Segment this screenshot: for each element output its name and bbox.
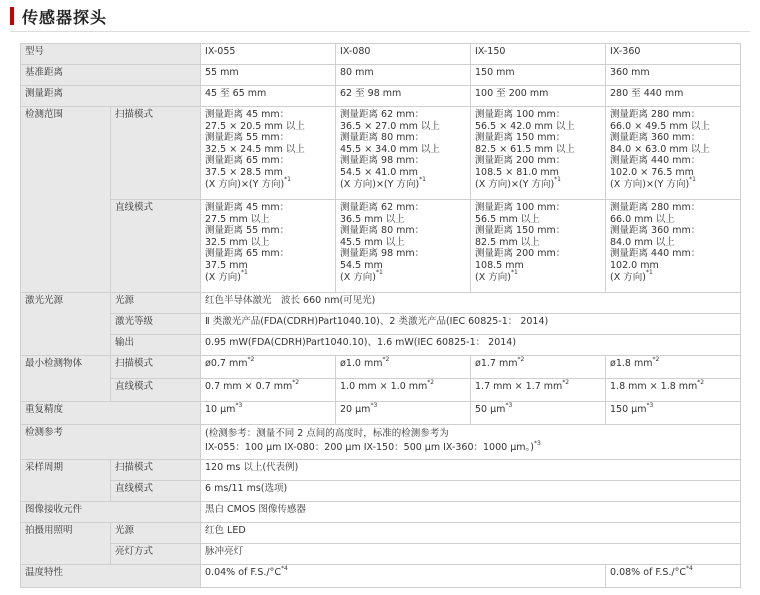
range-line-text: 66.0 mm 以上 bbox=[610, 213, 675, 225]
value-cell bbox=[336, 356, 471, 379]
range-line bbox=[205, 144, 331, 156]
range-line bbox=[475, 132, 601, 144]
range-line-text: (X 方向) bbox=[475, 271, 511, 283]
value-cell bbox=[471, 402, 606, 425]
value-cell bbox=[606, 379, 741, 402]
footnote-ref: *2 bbox=[697, 378, 705, 386]
sub-label-line-mode: 直线模式 bbox=[111, 379, 201, 402]
value-cell bbox=[336, 402, 471, 425]
footnote-ref: *4 bbox=[685, 564, 693, 572]
value-cell: 脉冲亮灯 bbox=[201, 544, 741, 565]
range-line bbox=[340, 155, 466, 167]
range-cell bbox=[606, 200, 741, 293]
row-label-illumination: 拍摄用照明 bbox=[21, 523, 111, 565]
range-line-text: 测量距离 80 mm： bbox=[340, 225, 425, 237]
range-line bbox=[610, 237, 736, 249]
range-line bbox=[205, 237, 331, 249]
value-text: 1.8 mm × 1.8 mm bbox=[610, 381, 698, 392]
range-line bbox=[610, 248, 736, 260]
table-row bbox=[21, 502, 741, 523]
value-cell: 红色半导体激光 波长 660 nm(可见光) bbox=[201, 293, 741, 314]
range-line-text: 54.5 mm bbox=[340, 259, 383, 271]
range-line-text: 测量距离 65 mm： bbox=[205, 155, 290, 167]
range-line-text: 27.5 × 20.5 mm 以上 bbox=[205, 120, 305, 132]
range-line bbox=[475, 109, 601, 121]
range-line-text: 37.5 mm bbox=[205, 259, 248, 271]
range-line-text: 56.5 mm 以上 bbox=[475, 213, 540, 225]
row-label-image-sensor: 图像接收元件 bbox=[21, 502, 201, 523]
range-line bbox=[475, 237, 601, 249]
table-row bbox=[21, 293, 741, 314]
range-line bbox=[610, 144, 736, 156]
model-cell: IX-150 bbox=[471, 44, 606, 65]
range-line bbox=[340, 237, 466, 249]
value-cell: 0.95 mW(FDA(CDRH)Part1040.10)、1.6 mW(IEC 60825-1： 2014) bbox=[201, 335, 741, 356]
range-line-text: (X 方向)×(Y 方向) bbox=[205, 178, 285, 190]
range-line bbox=[610, 155, 736, 167]
range-line-text: 测量距离 62 mm： bbox=[340, 109, 425, 120]
range-line-text: 测量距离 45 mm： bbox=[205, 109, 290, 120]
sub-label-scan-mode: 扫描模式 bbox=[111, 460, 201, 481]
range-line bbox=[475, 167, 601, 179]
sub-label-lighting-method: 亮灯方式 bbox=[111, 544, 201, 565]
range-line-text: (X 方向) bbox=[205, 271, 241, 283]
footnote-ref: *1 bbox=[645, 269, 653, 277]
range-line bbox=[610, 132, 736, 144]
range-line bbox=[610, 167, 736, 179]
range-line-text: 45.5 × 34.0 mm 以上 bbox=[340, 143, 440, 155]
footnote-ref: *2 bbox=[652, 355, 660, 363]
row-label-measuring-distance: 测量距离 bbox=[21, 86, 201, 107]
value-cell: 45 至 65 mm bbox=[201, 86, 336, 107]
sub-label-scan-mode: 扫描模式 bbox=[111, 356, 201, 379]
range-line-text: 84.0 × 63.0 mm 以上 bbox=[610, 143, 710, 155]
range-line-text: (X 方向) bbox=[340, 271, 376, 283]
table-row bbox=[21, 565, 741, 588]
red-accent-bar bbox=[10, 7, 14, 25]
sub-label-scan-mode: 扫描模式 bbox=[111, 107, 201, 200]
range-line bbox=[340, 260, 466, 272]
table-row bbox=[21, 314, 741, 335]
range-line bbox=[340, 144, 466, 156]
range-line-text: 102.0 mm bbox=[610, 259, 659, 271]
value-text: 0.7 mm × 0.7 mm bbox=[205, 381, 293, 392]
range-line-text: 测量距离 360 mm： bbox=[610, 132, 701, 144]
range-line-text: 37.5 × 28.5 mm bbox=[205, 166, 283, 178]
value-cell bbox=[201, 379, 336, 402]
range-line-text: 36.5 mm 以上 bbox=[340, 213, 405, 225]
range-cell bbox=[201, 200, 336, 293]
footnote-ref: *3 bbox=[646, 401, 654, 409]
footnote-ref: *1 bbox=[689, 176, 696, 184]
footnote-ref: *1 bbox=[240, 269, 248, 277]
sub-label-light-source: 光源 bbox=[111, 523, 201, 544]
range-line-text: 32.5 mm 以上 bbox=[205, 236, 270, 248]
value-text: (检测参考：测量不同 2 点间的高度时，标准的检测参考为 bbox=[205, 428, 449, 439]
row-label-model: 型号 bbox=[21, 44, 201, 65]
value-cell bbox=[606, 565, 741, 588]
range-line bbox=[340, 248, 466, 260]
model-cell: IX-080 bbox=[336, 44, 471, 65]
table-row bbox=[21, 481, 741, 502]
footnote-ref: *3 bbox=[370, 401, 378, 409]
sub-label-line-mode: 直线模式 bbox=[111, 200, 201, 293]
range-line-text: 56.5 × 42.0 mm 以上 bbox=[475, 120, 575, 132]
value-cell bbox=[606, 402, 741, 425]
footnote-ref: *1 bbox=[284, 176, 291, 184]
range-line-text: 66.0 × 49.5 mm 以上 bbox=[610, 120, 710, 132]
value-text: 1.0 mm × 1.0 mm bbox=[340, 381, 428, 392]
row-label-min-object: 最小检测物体 bbox=[21, 356, 111, 402]
title-divider bbox=[10, 31, 750, 32]
range-line bbox=[610, 176, 736, 191]
range-cell bbox=[336, 200, 471, 293]
range-line-text: (X 方向)×(Y 方向) bbox=[610, 178, 690, 190]
range-line bbox=[475, 225, 601, 237]
range-line-text: 测量距离 80 mm： bbox=[340, 132, 425, 144]
footnote-ref: *1 bbox=[510, 269, 518, 277]
range-line bbox=[475, 155, 601, 167]
range-line-text: 测量距离 98 mm： bbox=[340, 155, 425, 167]
range-line-text: (X 方向)×(Y 方向) bbox=[340, 178, 420, 190]
range-line-text: 测量距离 150 mm： bbox=[475, 225, 566, 237]
range-line bbox=[340, 167, 466, 179]
range-line-text: 测量距离 440 mm： bbox=[610, 155, 701, 167]
value-cell bbox=[201, 565, 606, 588]
value-cell: 62 至 98 mm bbox=[336, 86, 471, 107]
range-line-text: 测量距离 360 mm： bbox=[610, 225, 701, 237]
range-cell bbox=[471, 200, 606, 293]
value-text: 0.08% of F.S./°C bbox=[610, 567, 686, 578]
value-text: 150 μm bbox=[610, 404, 647, 415]
value-cell: 100 至 200 mm bbox=[471, 86, 606, 107]
row-label-base-distance: 基准距离 bbox=[21, 65, 201, 86]
table-row bbox=[21, 86, 741, 107]
range-line-text: 36.5 × 27.0 mm 以上 bbox=[340, 120, 440, 132]
value-cell: 黑白 CMOS 图像传感器 bbox=[201, 502, 741, 523]
range-line-text: 测量距离 150 mm： bbox=[475, 132, 566, 144]
value-text: 1.7 mm × 1.7 mm bbox=[475, 381, 563, 392]
range-line-text: 108.5 × 81.0 mm bbox=[475, 166, 559, 178]
footnote-ref: *2 bbox=[517, 355, 525, 363]
footnote-ref: *4 bbox=[280, 564, 288, 572]
range-line-text: 测量距离 65 mm： bbox=[205, 248, 290, 260]
range-line bbox=[205, 109, 331, 121]
footnote-ref: *2 bbox=[562, 378, 570, 386]
value-cell bbox=[201, 356, 336, 379]
footnote-ref: *1 bbox=[419, 176, 426, 184]
table-row bbox=[21, 107, 741, 200]
value-cell: 150 mm bbox=[471, 65, 606, 86]
range-line bbox=[205, 248, 331, 260]
range-line bbox=[205, 167, 331, 179]
value-text: ø1.0 mm bbox=[340, 358, 383, 369]
range-line bbox=[475, 248, 601, 260]
row-label-detection-ref: 检测参考 bbox=[21, 425, 201, 460]
range-line-text: 108.5 mm bbox=[475, 259, 524, 271]
range-line bbox=[610, 121, 736, 133]
range-line-text: 32.5 × 24.5 mm 以上 bbox=[205, 143, 305, 155]
model-cell: IX-055 bbox=[201, 44, 336, 65]
range-line bbox=[475, 260, 601, 272]
range-line bbox=[475, 269, 601, 284]
range-line-text: 测量距离 440 mm： bbox=[610, 248, 701, 260]
range-line-text: 84.0 mm 以上 bbox=[610, 236, 675, 248]
range-line-text: (X 方向) bbox=[610, 271, 646, 283]
footnote-ref: *2 bbox=[292, 378, 300, 386]
range-line bbox=[340, 202, 466, 214]
table-row bbox=[21, 425, 741, 460]
range-line bbox=[340, 225, 466, 237]
range-line-text: 27.5 mm 以上 bbox=[205, 213, 270, 225]
range-line-text: 54.5 × 41.0 mm bbox=[340, 166, 418, 178]
range-line-text: 45.5 mm 以上 bbox=[340, 236, 405, 248]
page-title: 传感器探头 bbox=[22, 7, 108, 27]
sub-label-output: 输出 bbox=[111, 335, 201, 356]
table-row bbox=[21, 44, 741, 65]
range-line-text: 82.5 mm 以上 bbox=[475, 236, 540, 248]
value-cell: Ⅱ 类激光产品(FDA(CDRH)Part1040.10)、2 类激光产品(IEC 60825-1： 2014) bbox=[201, 314, 741, 335]
value-cell: 55 mm bbox=[201, 65, 336, 86]
range-line bbox=[610, 214, 736, 226]
footnote-ref: *1 bbox=[375, 269, 383, 277]
range-line bbox=[205, 269, 331, 284]
range-line bbox=[205, 176, 331, 191]
footnote-ref: *2 bbox=[427, 378, 435, 386]
range-line bbox=[340, 269, 466, 284]
range-cell bbox=[201, 107, 336, 200]
range-line-text: 测量距离 62 mm： bbox=[340, 202, 425, 213]
footnote-ref: *3 bbox=[235, 401, 243, 409]
range-line bbox=[205, 214, 331, 226]
value-text: 50 μm bbox=[475, 404, 506, 415]
range-line bbox=[475, 144, 601, 156]
range-cell bbox=[336, 107, 471, 200]
footnote-ref: *1 bbox=[554, 176, 561, 184]
value-text: ø1.7 mm bbox=[475, 358, 518, 369]
value-cell bbox=[471, 379, 606, 402]
range-line-text: 测量距离 200 mm： bbox=[475, 248, 566, 260]
table-row bbox=[21, 402, 741, 425]
table-row bbox=[21, 460, 741, 481]
row-label-laser: 激光光源 bbox=[21, 293, 111, 356]
table-row bbox=[21, 544, 741, 565]
value-cell bbox=[606, 356, 741, 379]
row-label-temperature: 温度特性 bbox=[21, 565, 201, 588]
range-line-text: 测量距离 200 mm： bbox=[475, 155, 566, 167]
range-line bbox=[205, 202, 331, 214]
range-line bbox=[610, 202, 736, 214]
table-row bbox=[21, 356, 741, 379]
row-label-detection-range: 检测范围 bbox=[21, 107, 111, 293]
range-line-text: 测量距离 100 mm： bbox=[475, 202, 566, 213]
value-text: ø1.8 mm bbox=[610, 358, 653, 369]
range-line-text: 测量距离 55 mm： bbox=[205, 132, 290, 144]
footnote-ref: *2 bbox=[247, 355, 255, 363]
range-line bbox=[205, 132, 331, 144]
row-label-sampling: 采样周期 bbox=[21, 460, 111, 502]
range-line bbox=[205, 260, 331, 272]
table-row bbox=[21, 200, 741, 293]
value-cell: 280 至 440 mm bbox=[606, 86, 741, 107]
value-cell: 80 mm bbox=[336, 65, 471, 86]
range-line bbox=[340, 176, 466, 191]
value-text: IX-055：100 μm IX-080：200 μm IX-150：500 μm IX-360：1000 μm。) bbox=[205, 442, 534, 453]
table-row bbox=[21, 379, 741, 402]
value-text: 20 μm bbox=[340, 404, 371, 415]
sub-label-line-mode: 直线模式 bbox=[111, 481, 201, 502]
sub-label-laser-class: 激光等级 bbox=[111, 314, 201, 335]
range-line bbox=[610, 269, 736, 284]
table-row bbox=[21, 523, 741, 544]
value-cell: 360 mm bbox=[606, 65, 741, 86]
range-line bbox=[475, 176, 601, 191]
range-line bbox=[340, 121, 466, 133]
range-line-text: 测量距离 98 mm： bbox=[340, 248, 425, 260]
row-label-repeatability: 重复精度 bbox=[21, 402, 201, 425]
range-line bbox=[610, 260, 736, 272]
value-cell: 120 ms 以上(代表例) bbox=[201, 460, 741, 481]
range-line bbox=[610, 109, 736, 121]
range-line-text: 测量距离 55 mm： bbox=[205, 225, 290, 237]
table-row bbox=[21, 335, 741, 356]
range-cell bbox=[606, 107, 741, 200]
range-line-text: (X 方向)×(Y 方向) bbox=[475, 178, 555, 190]
range-line bbox=[205, 121, 331, 133]
value-text: 0.04% of F.S./°C bbox=[205, 567, 281, 578]
footnote-ref: *3 bbox=[505, 401, 513, 409]
value-text: ø0.7 mm bbox=[205, 358, 248, 369]
value-cell: 6 ms/11 ms(选项) bbox=[201, 481, 741, 502]
footnote-ref: *2 bbox=[382, 355, 390, 363]
range-line bbox=[475, 202, 601, 214]
range-line-text: 测量距离 100 mm： bbox=[475, 109, 566, 120]
range-line bbox=[475, 214, 601, 226]
section-header bbox=[10, 6, 107, 26]
sub-label-light-source: 光源 bbox=[111, 293, 201, 314]
value-cell: 红色 LED bbox=[201, 523, 741, 544]
range-line-text: 102.0 × 76.5 mm bbox=[610, 166, 694, 178]
range-line bbox=[340, 214, 466, 226]
footnote-ref: *3 bbox=[533, 439, 541, 447]
range-line-text: 82.5 × 61.5 mm 以上 bbox=[475, 143, 575, 155]
range-line bbox=[340, 109, 466, 121]
model-cell: IX-360 bbox=[606, 44, 741, 65]
range-line bbox=[205, 225, 331, 237]
value-cell bbox=[336, 379, 471, 402]
range-line bbox=[475, 121, 601, 133]
range-line bbox=[610, 225, 736, 237]
value-text: 10 μm bbox=[205, 404, 236, 415]
table-row bbox=[21, 65, 741, 86]
range-line-text: 测量距离 45 mm： bbox=[205, 202, 290, 213]
range-line bbox=[205, 155, 331, 167]
value-cell bbox=[201, 425, 741, 460]
range-line bbox=[340, 132, 466, 144]
spec-table bbox=[20, 43, 741, 588]
range-line-text: 测量距离 280 mm： bbox=[610, 202, 701, 213]
range-cell bbox=[471, 107, 606, 200]
value-cell bbox=[201, 402, 336, 425]
value-cell bbox=[471, 356, 606, 379]
range-line-text: 测量距离 280 mm： bbox=[610, 109, 701, 120]
